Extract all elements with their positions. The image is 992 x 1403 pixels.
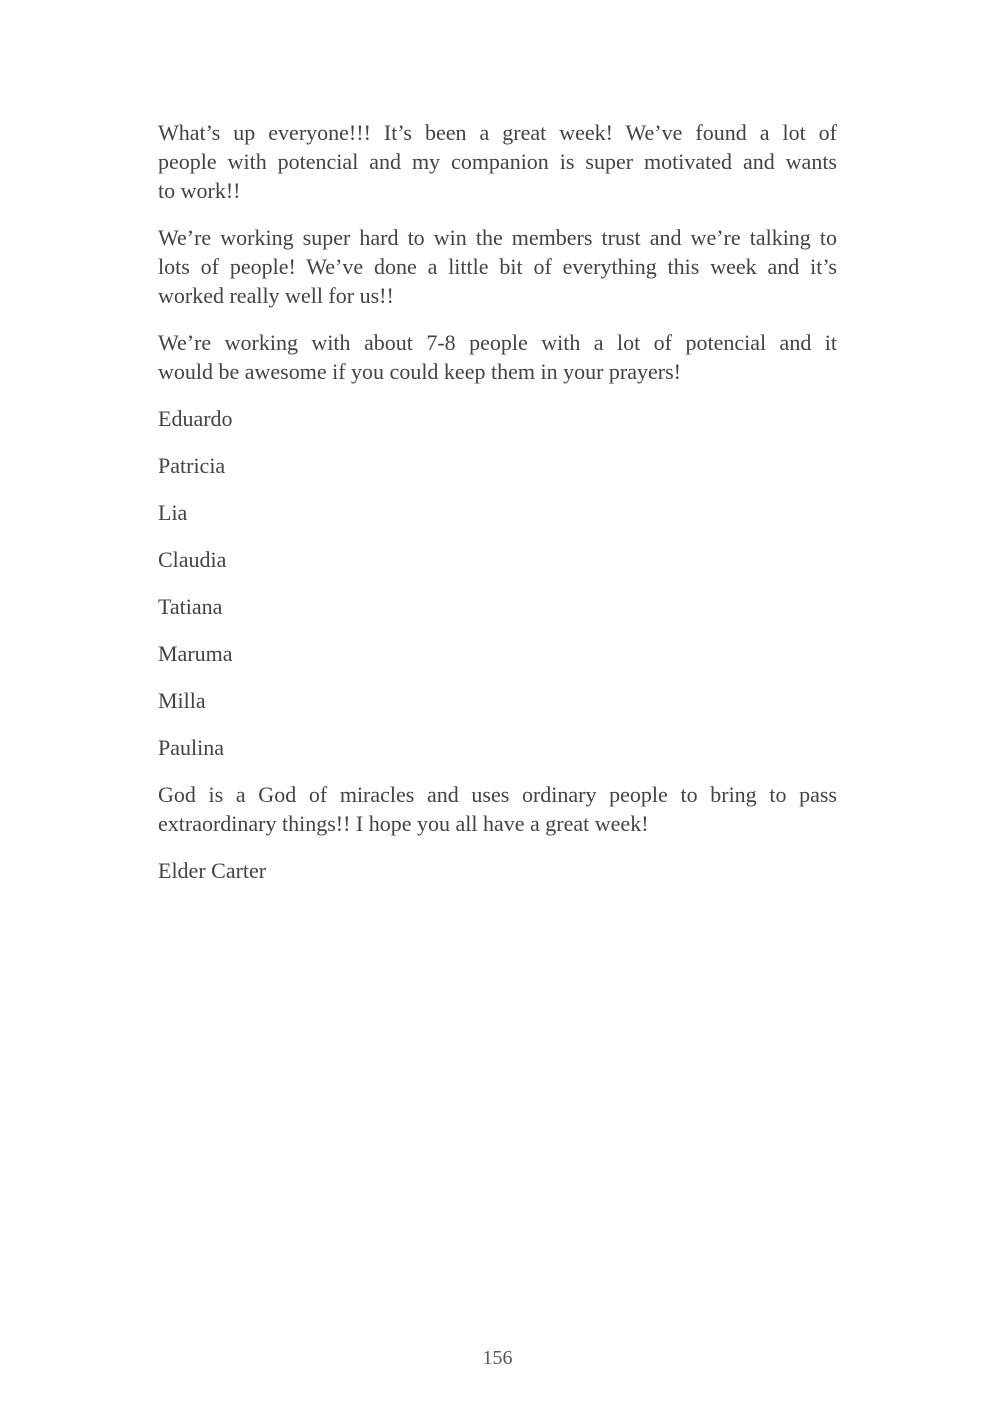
text-line: We’re working super hard to win the members trust and we’re talking to xyxy=(158,225,837,250)
text-line: Tatiana xyxy=(158,594,223,619)
page-body xyxy=(158,118,837,903)
paragraph xyxy=(158,856,837,885)
text-line: Elder Carter xyxy=(158,858,267,883)
paragraph xyxy=(158,404,837,433)
text-line: Maruma xyxy=(158,641,233,666)
text-line: worked really well for us!! xyxy=(158,283,394,308)
text-line: Milla xyxy=(158,688,206,713)
text-line: people with potencial and my companion is super motivated and wants xyxy=(158,149,837,174)
paragraph xyxy=(158,223,837,310)
text-line: Lia xyxy=(158,500,188,525)
paragraph xyxy=(158,592,837,621)
text-line: would be awesome if you could keep them in your prayers! xyxy=(158,359,681,384)
text-line: extraordinary things!! I hope you all have a great week! xyxy=(158,811,649,836)
page-footer xyxy=(158,1347,837,1369)
text-line: God is a God of miracles and uses ordinary people to bring to pass xyxy=(158,782,837,807)
text-line: We’re working with about 7-8 people with a lot of potencial and it xyxy=(158,330,837,355)
text-line: What’s up everyone!!! It’s been a great week! We’ve found a lot of xyxy=(158,120,837,145)
text-line: Claudia xyxy=(158,547,227,572)
text-line: Eduardo xyxy=(158,406,233,431)
paragraph xyxy=(158,118,837,205)
text-line: Patricia xyxy=(158,453,226,478)
paragraph xyxy=(158,733,837,762)
page-number: 156 xyxy=(482,1347,513,1369)
paragraph xyxy=(158,686,837,715)
paragraph xyxy=(158,780,837,838)
text-line: Paulina xyxy=(158,735,224,760)
paragraph xyxy=(158,328,837,386)
paragraph xyxy=(158,498,837,527)
text-line: to work!! xyxy=(158,178,241,203)
paragraph xyxy=(158,639,837,668)
paragraph xyxy=(158,545,837,574)
text-line: lots of people! We’ve done a little bit of everything this week and it’s xyxy=(158,254,837,279)
paragraph xyxy=(158,451,837,480)
